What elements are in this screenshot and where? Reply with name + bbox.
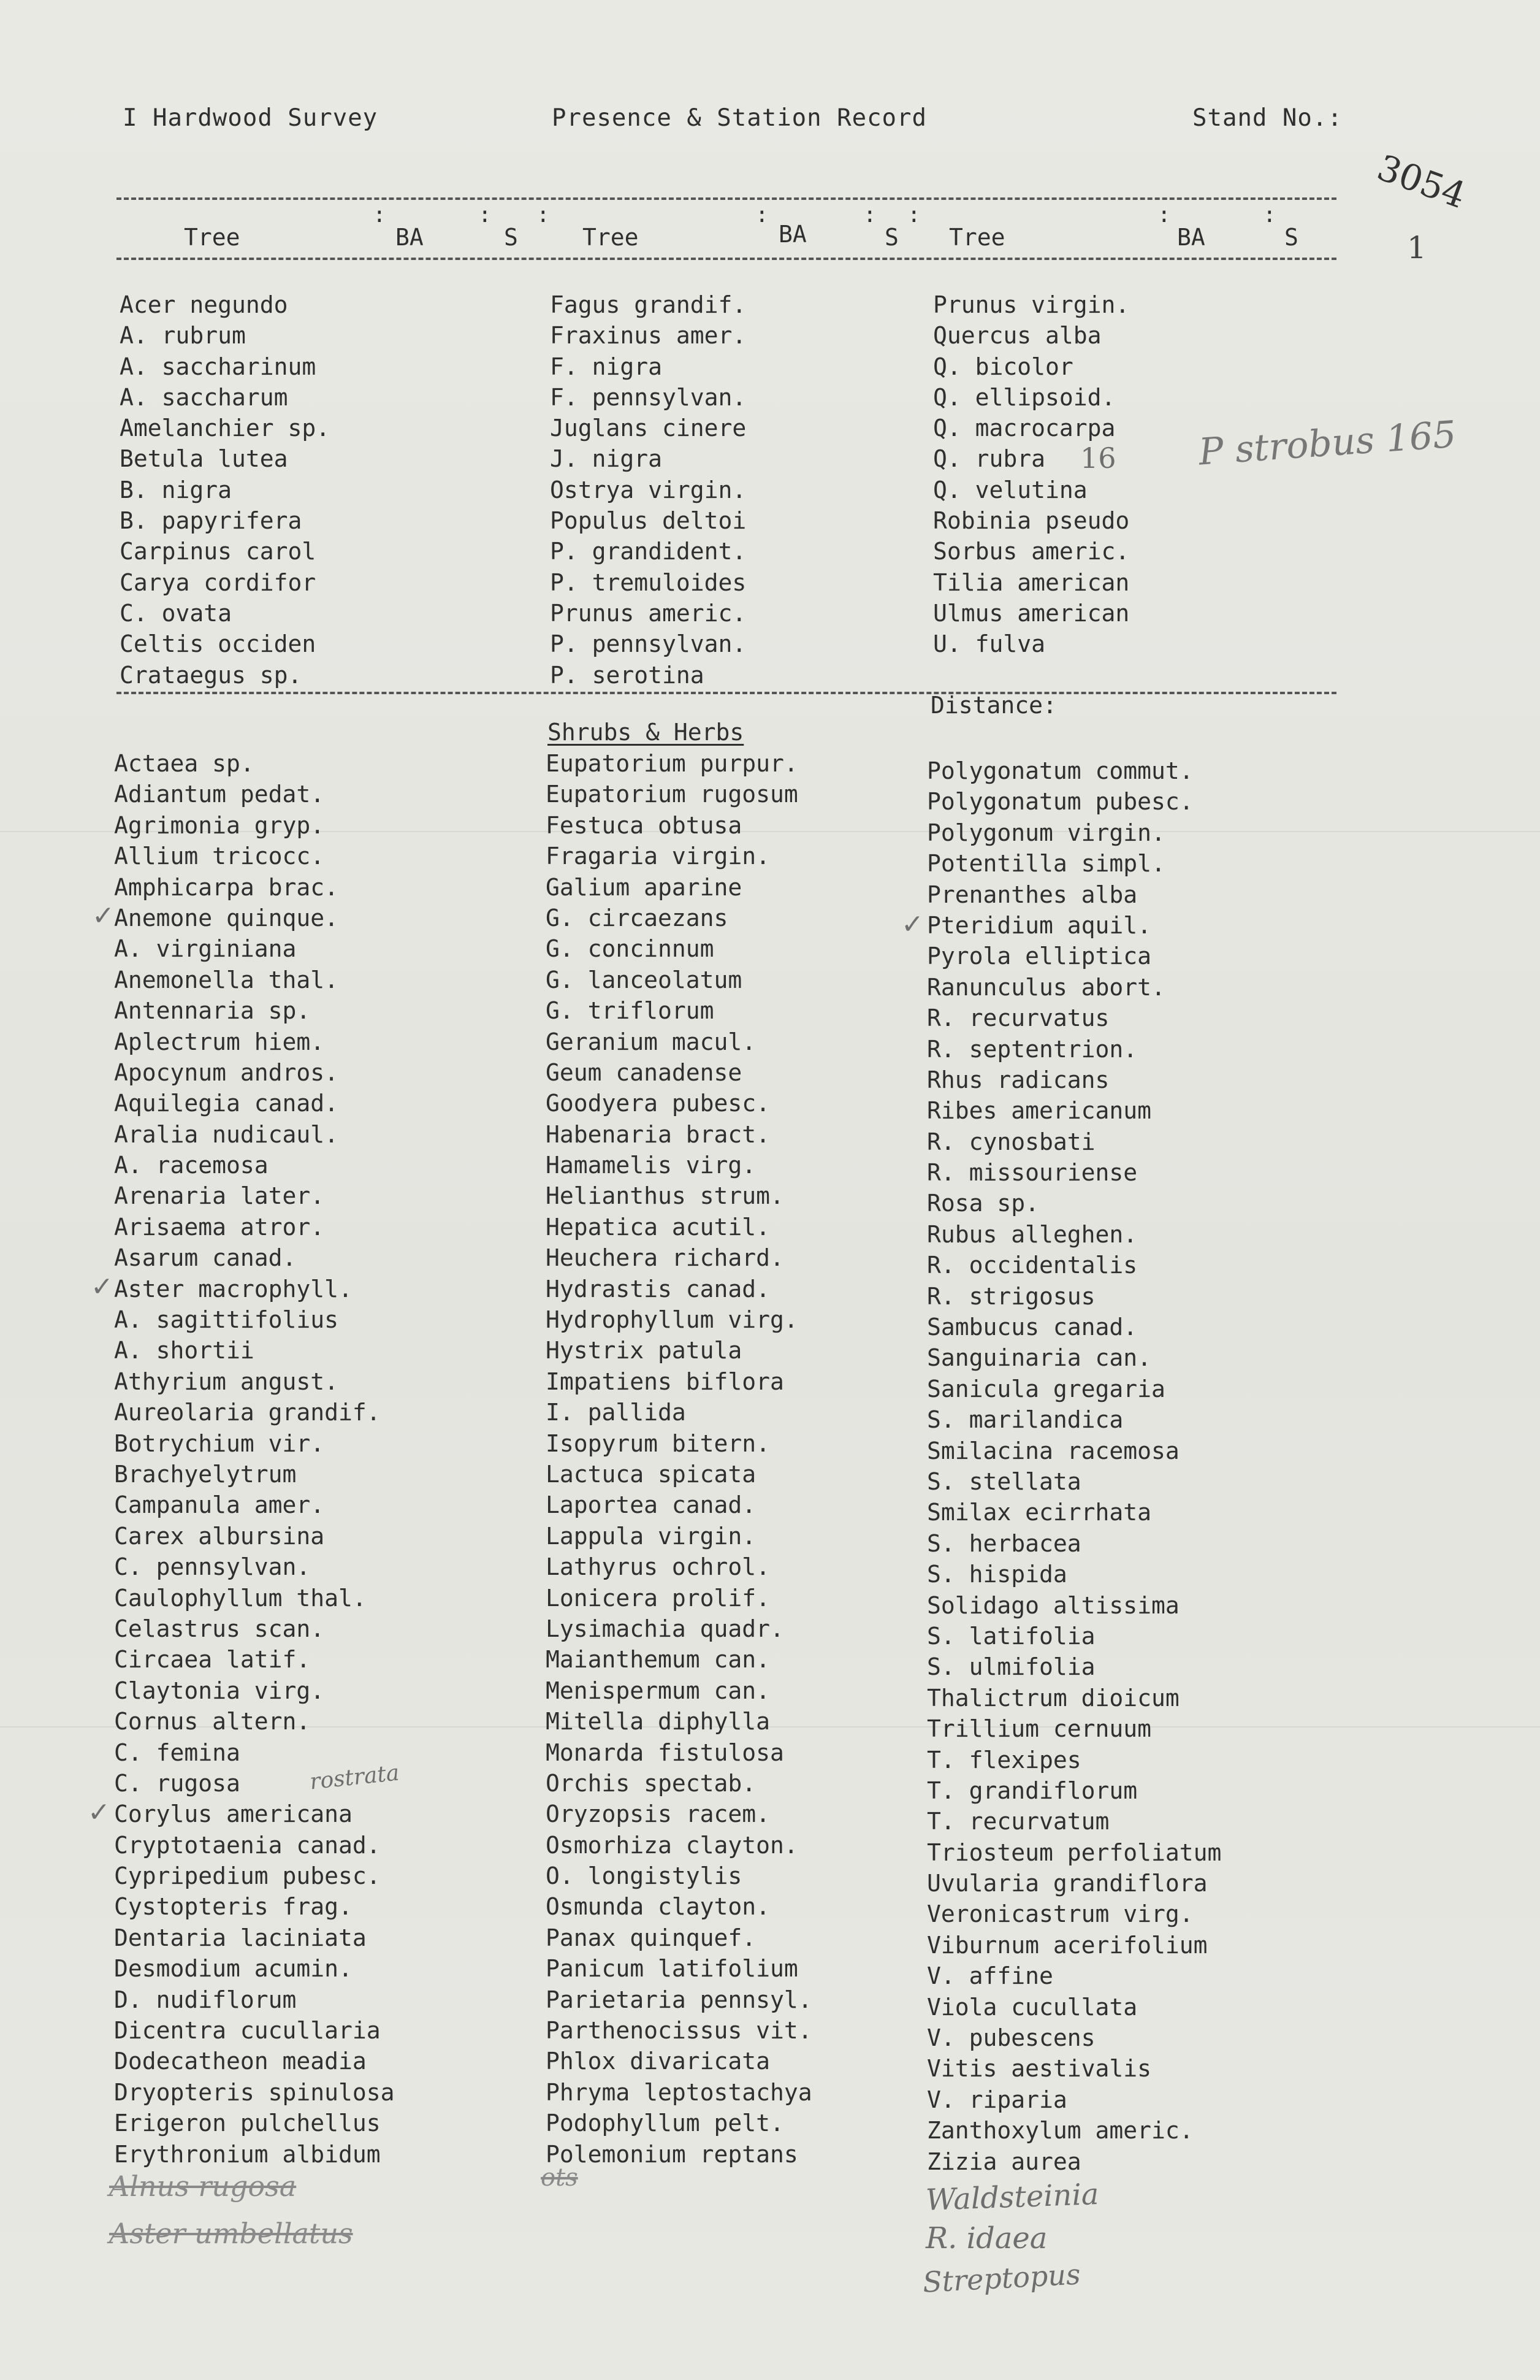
- column-separator: :: [863, 202, 877, 228]
- shrub-species: Goodyera pubesc.: [546, 1090, 771, 1117]
- tree-species: Q. ellipsoid.: [933, 383, 1116, 411]
- struck-note-3-handwritten: ots: [541, 2164, 578, 2192]
- tree-species: Quercus alba: [933, 322, 1102, 350]
- struck-note-1-handwritten: Alnus rugosa: [109, 2170, 297, 2203]
- shrub-species: Menispermum can.: [546, 1677, 771, 1704]
- tree-list-col1: [120, 289, 330, 691]
- shrub-species: Zanthoxylum americ.: [927, 2117, 1194, 2145]
- shrub-species: Anemone quinque.: [114, 904, 339, 932]
- tree-species: P. grandident.: [550, 538, 747, 565]
- shrub-species: S. herbacea: [927, 1529, 1081, 1557]
- shrub-species: Dryopteris spinulosa: [114, 2078, 395, 2106]
- column-separator: :: [373, 202, 386, 228]
- shrub-species: V. affine: [927, 1962, 1053, 1990]
- tree-species: P. tremuloides: [550, 568, 747, 596]
- shrub-species: Impatiens biflora: [546, 1368, 784, 1395]
- shrub-species: Corylus americana: [114, 1800, 353, 1828]
- shrub-species: Hydrastis canad.: [546, 1275, 771, 1303]
- added-note-streptopus-handwritten: Streptopus: [921, 2257, 1081, 2299]
- shrub-species: Prenanthes alba: [927, 881, 1138, 908]
- shrub-species: G. lanceolatum: [546, 966, 742, 993]
- tree-species: A. saccharum: [120, 383, 288, 411]
- tree-species: F. pennsylvan.: [550, 383, 747, 411]
- shrub-species: Festuca obtusa: [546, 811, 742, 839]
- shrub-species: Lysimachia quadr.: [546, 1615, 784, 1642]
- shrub-species: Hamamelis virg.: [546, 1152, 757, 1179]
- shrub-species: Carex albursina: [114, 1522, 325, 1550]
- tree-species: B. papyrifera: [120, 507, 302, 535]
- tree-species: A. rubrum: [120, 322, 246, 350]
- tree-species: Populus deltoi: [550, 507, 747, 535]
- tree-species: Sorbus americ.: [933, 538, 1130, 565]
- header-bottom-rule: [116, 258, 1336, 260]
- shrub-species: O. longistylis: [546, 1862, 742, 1890]
- shrub-species: Erythronium albidum: [114, 2140, 381, 2168]
- shrub-species: Panax quinquef.: [546, 1924, 757, 1951]
- trees-bottom-rule: [116, 692, 1336, 694]
- shrub-species: Circaea latif.: [114, 1646, 311, 1674]
- shrub-species: Phlox divaricata: [546, 2048, 771, 2075]
- shrub-species: Osmunda clayton.: [546, 1893, 771, 1921]
- shrub-species: A. shortii: [114, 1337, 254, 1364]
- tree-species: Betula lutea: [120, 445, 288, 473]
- shrub-species: Habenaria bract.: [546, 1120, 771, 1148]
- tree-species: Q. velutina: [933, 476, 1088, 503]
- shrubs-herbs-title: Shrubs & Herbs: [547, 719, 744, 746]
- added-note-r-idaea-handwritten: R. idaea: [926, 2221, 1048, 2256]
- shrub-species: Uvularia grandiflora: [927, 1870, 1208, 1897]
- shrub-species: Sanicula gregaria: [927, 1375, 1165, 1402]
- shrub-species: Lathyrus ochrol.: [546, 1553, 771, 1581]
- shrub-list-col2: [546, 748, 812, 2170]
- shrub-species: Sambucus canad.: [927, 1314, 1138, 1341]
- struck-note-2-handwritten: Aster umbellatus: [109, 2217, 353, 2250]
- shrub-species: Cryptotaenia canad.: [114, 1831, 381, 1859]
- rubra-count-handwritten: 16: [1080, 442, 1116, 475]
- shrub-species: R. missouriense: [927, 1159, 1138, 1187]
- tree-species: U. fulva: [933, 630, 1046, 658]
- shrub-species: Erigeron pulchellus: [114, 2110, 381, 2137]
- shrub-species: Lonicera prolif.: [546, 1584, 771, 1612]
- shrub-species: G. circaezans: [546, 904, 728, 932]
- shrub-species: R. septentrion.: [927, 1035, 1138, 1063]
- shrub-species: Smilacina racemosa: [927, 1437, 1180, 1464]
- tree-species: Celtis occiden: [120, 630, 316, 658]
- tree-species: Prunus americ.: [550, 599, 747, 627]
- shrub-species: G. triflorum: [546, 997, 714, 1025]
- shrub-species: Oryzopsis racem.: [546, 1800, 771, 1828]
- shrub-species: Celastrus scan.: [114, 1615, 325, 1642]
- shrub-species: Campanula amer.: [114, 1491, 325, 1519]
- shrub-species: Ranunculus abort.: [927, 973, 1165, 1001]
- tree-species: Crataegus sp.: [120, 661, 302, 689]
- shrub-species: Arenaria later.: [114, 1182, 325, 1210]
- shrub-species: Polemonium reptans: [546, 2140, 798, 2168]
- shrub-species: Triosteum perfoliatum: [927, 1839, 1222, 1866]
- column-separator: :: [907, 202, 921, 228]
- shrub-species: Allium tricocc.: [114, 843, 325, 870]
- shrub-species: Pteridium aquil.: [927, 911, 1152, 939]
- column-separator: :: [755, 202, 769, 228]
- shrub-list-col1: [114, 748, 395, 2170]
- shrub-species: Sanguinaria can.: [927, 1344, 1152, 1372]
- shrub-species: Dicentra cucullaria: [114, 2017, 381, 2045]
- shrub-species: Polygonatum pubesc.: [927, 788, 1194, 816]
- record-title: Presence & Station Record: [552, 104, 927, 132]
- header-top-rule: [116, 197, 1336, 200]
- shrub-species: Desmodium acumin.: [114, 1955, 353, 1983]
- shrub-species: Heuchera richard.: [546, 1244, 784, 1272]
- shrub-species: Polygonum virgin.: [927, 819, 1165, 846]
- tree-species: Prunus virgin.: [933, 291, 1130, 318]
- pinus-strobus-note-handwritten: P strobus 165: [1197, 413, 1458, 474]
- shrub-species: Orchis spectab.: [546, 1769, 757, 1797]
- check-mark-anemone: ✓: [92, 900, 115, 932]
- col1-tree-header: Tree: [184, 224, 240, 251]
- tree-species: Carpinus carol: [120, 538, 316, 565]
- shrub-species: T. grandiflorum: [927, 1777, 1138, 1804]
- shrub-species: Isopyrum bitern.: [546, 1429, 771, 1457]
- tree-species: Q. rubra: [933, 445, 1046, 473]
- col2-s-header: S: [885, 224, 899, 251]
- shrub-species: Lactuca spicata: [546, 1460, 757, 1488]
- shrub-species: Parthenocissus vit.: [546, 2017, 812, 2045]
- rostrata-note-handwritten: rostrata: [308, 1760, 401, 1795]
- tree-species: Q. macrocarpa: [933, 415, 1116, 442]
- shrub-species: Thalictrum dioicum: [927, 1684, 1180, 1712]
- shrub-species: Pyrola elliptica: [927, 943, 1152, 970]
- shrub-species: Zizia aurea: [927, 2148, 1081, 2175]
- shrub-species: Phryma leptostachya: [546, 2078, 812, 2106]
- shrub-species: V. riparia: [927, 2086, 1067, 2113]
- shrub-species: A. virginiana: [114, 935, 297, 963]
- shrub-species: C. femina: [114, 1739, 240, 1766]
- shrub-species: Eupatorium purpur.: [546, 750, 798, 777]
- shrub-species: A. sagittifolius: [114, 1306, 339, 1334]
- shrub-species: Viola cucullata: [927, 1993, 1138, 2021]
- shrub-species: Viburnum acerifolium: [927, 1931, 1208, 1959]
- tree-species: C. ovata: [120, 599, 232, 627]
- tree-species: Ulmus american: [933, 599, 1130, 627]
- tree-species: Tilia american: [933, 568, 1130, 596]
- col1-s-header: S: [504, 224, 518, 251]
- shrub-species: R. strigosus: [927, 1282, 1096, 1310]
- shrub-species: S. stellata: [927, 1467, 1081, 1495]
- shrub-species: Dodecatheon meadia: [114, 2048, 367, 2075]
- shrub-species: Cypripedium pubesc.: [114, 1862, 381, 1890]
- shrub-species: Osmorhiza clayton.: [546, 1831, 798, 1859]
- shrub-species: Podophyllum pelt.: [546, 2110, 784, 2137]
- check-mark-pteridium: ✓: [901, 909, 924, 940]
- col2-ba-header: BA: [779, 221, 807, 248]
- shrub-species: Athyrium angust.: [114, 1368, 339, 1395]
- shrub-species: Arisaema atror.: [114, 1213, 325, 1241]
- shrub-species: Rubus alleghen.: [927, 1220, 1138, 1248]
- survey-title: I Hardwood Survey: [123, 104, 378, 132]
- shrub-species: Veronicastrum virg.: [927, 1900, 1194, 1928]
- col3-s-header: S: [1284, 224, 1298, 251]
- shrub-species: Cystopteris frag.: [114, 1893, 353, 1921]
- shrub-species: Geranium macul.: [546, 1028, 757, 1055]
- shrub-species: T. recurvatum: [927, 1808, 1110, 1835]
- shrub-species: G. concinnum: [546, 935, 714, 963]
- col1-ba-header: BA: [395, 224, 424, 251]
- tree-species: Amelanchier sp.: [120, 415, 330, 442]
- col2-tree-header: Tree: [582, 224, 639, 251]
- check-mark-corylus: ✓: [88, 1797, 110, 1828]
- shrub-species: Botrychium vir.: [114, 1429, 325, 1457]
- shrub-species: Helianthus strum.: [546, 1182, 784, 1210]
- shrub-species: S. hispida: [927, 1561, 1067, 1588]
- tree-species: Q. bicolor: [933, 353, 1073, 380]
- shrub-species: V. pubescens: [927, 2024, 1096, 2052]
- shrub-species: Brachyelytrum: [114, 1460, 297, 1488]
- shrub-species: Adiantum pedat.: [114, 781, 325, 808]
- tree-species: Juglans cinere: [550, 415, 747, 442]
- tree-species: Fraxinus amer.: [550, 322, 747, 350]
- shrub-species: Aquilegia canad.: [114, 1090, 339, 1117]
- shrub-species: Rosa sp.: [927, 1190, 1040, 1217]
- shrub-species: R. recurvatus: [927, 1004, 1110, 1032]
- shrub-species: T. flexipes: [927, 1746, 1081, 1774]
- shrub-species: Mitella diphylla: [546, 1708, 771, 1735]
- shrub-species: Asarum canad.: [114, 1244, 297, 1272]
- tree-species: F. nigra: [550, 353, 663, 380]
- shrub-species: Apocynum andros.: [114, 1058, 339, 1086]
- shrub-species: Trillium cernuum: [927, 1715, 1152, 1743]
- shrub-species: Anemonella thal.: [114, 966, 339, 993]
- distance-label: Distance:: [931, 692, 1057, 719]
- shrub-species: I. pallida: [546, 1399, 686, 1426]
- col3-ba-header: BA: [1177, 224, 1205, 251]
- shrub-species: Hydrophyllum virg.: [546, 1306, 798, 1334]
- shrub-species: Ribes americanum: [927, 1097, 1152, 1125]
- stand-mark-handwritten: 1: [1407, 230, 1427, 266]
- shrub-species: Aralia nudicaul.: [114, 1120, 339, 1148]
- tree-species: Robinia pseudo: [933, 507, 1130, 535]
- shrub-species: S. ulmifolia: [927, 1653, 1096, 1681]
- shrub-species: C. rugosa: [114, 1769, 240, 1797]
- tree-species: Ostrya virgin.: [550, 476, 747, 503]
- tree-species: Acer negundo: [120, 291, 288, 318]
- shrub-species: S. marilandica: [927, 1406, 1124, 1434]
- shrub-species: Monarda fistulosa: [546, 1739, 784, 1766]
- shrub-species: C. pennsylvan.: [114, 1553, 311, 1581]
- tree-species: P. pennsylvan.: [550, 630, 747, 658]
- shrub-species: Geum canadense: [546, 1058, 742, 1086]
- shrub-species: Dentaria laciniata: [114, 1924, 367, 1951]
- tree-species: Carya cordifor: [120, 568, 316, 596]
- added-note-waldsteinia-handwritten: Waldsteinia: [925, 2177, 1100, 2217]
- shrub-list-col3: [927, 756, 1221, 2177]
- tree-species: P. serotina: [550, 661, 704, 689]
- shrub-species: Cornus altern.: [114, 1708, 311, 1735]
- shrub-species: Laportea canad.: [546, 1491, 757, 1519]
- shrub-species: Aplectrum hiem.: [114, 1028, 325, 1055]
- shrub-species: Panicum latifolium: [546, 1955, 798, 1983]
- shrub-species: R. occidentalis: [927, 1252, 1138, 1279]
- shrub-species: Galium aparine: [546, 873, 742, 901]
- tree-species: B. nigra: [120, 476, 232, 503]
- tree-species: A. saccharinum: [120, 353, 316, 380]
- shrub-species: Parietaria pennsyl.: [546, 1986, 812, 2013]
- tree-species: Fagus grandif.: [550, 291, 747, 318]
- shrub-species: Solidago altissima: [927, 1591, 1180, 1619]
- column-separator: :: [478, 202, 492, 228]
- shrub-species: Rhus radicans: [927, 1066, 1110, 1093]
- shrub-species: A. racemosa: [114, 1152, 269, 1179]
- shrub-species: Actaea sp.: [114, 750, 254, 777]
- shrub-species: Polygonatum commut.: [927, 757, 1194, 784]
- shrub-species: Hystrix patula: [546, 1337, 742, 1364]
- shrub-species: Claytonia virg.: [114, 1677, 325, 1704]
- shrub-species: Amphicarpa brac.: [114, 873, 339, 901]
- stand-number-label: Stand No.:: [1192, 104, 1343, 132]
- col3-tree-header: Tree: [949, 224, 1005, 251]
- tree-species: J. nigra: [550, 445, 663, 473]
- shrub-species: Potentilla simpl.: [927, 850, 1165, 878]
- shrub-species: Aureolaria grandif.: [114, 1399, 381, 1426]
- shrub-species: Lappula virgin.: [546, 1522, 757, 1550]
- column-separator: :: [536, 202, 550, 228]
- shrub-species: S. latifolia: [927, 1622, 1096, 1650]
- shrub-species: Smilax ecirrhata: [927, 1499, 1152, 1526]
- shrub-species: Eupatorium rugosum: [546, 781, 798, 808]
- shrub-species: Aster macrophyll.: [114, 1275, 353, 1303]
- shrub-species: Caulophyllum thal.: [114, 1584, 367, 1612]
- column-separator: :: [1263, 202, 1276, 228]
- shrub-species: Fragaria virgin.: [546, 843, 771, 870]
- shrub-species: Hepatica acutil.: [546, 1213, 771, 1241]
- shrub-species: R. cynosbati: [927, 1128, 1096, 1155]
- stand-number-handwritten: 3054: [1371, 146, 1471, 217]
- shrub-species: D. nudiflorum: [114, 1986, 297, 2013]
- shrub-species: Agrimonia gryp.: [114, 811, 325, 839]
- shrub-species: Vitis aestivalis: [927, 2055, 1152, 2083]
- tree-list-col2: [550, 289, 746, 691]
- check-mark-aster: ✓: [91, 1271, 113, 1303]
- shrub-species: Antennaria sp.: [114, 997, 311, 1025]
- column-separator: :: [1157, 202, 1171, 228]
- shrub-species: Maianthemum can.: [546, 1646, 771, 1674]
